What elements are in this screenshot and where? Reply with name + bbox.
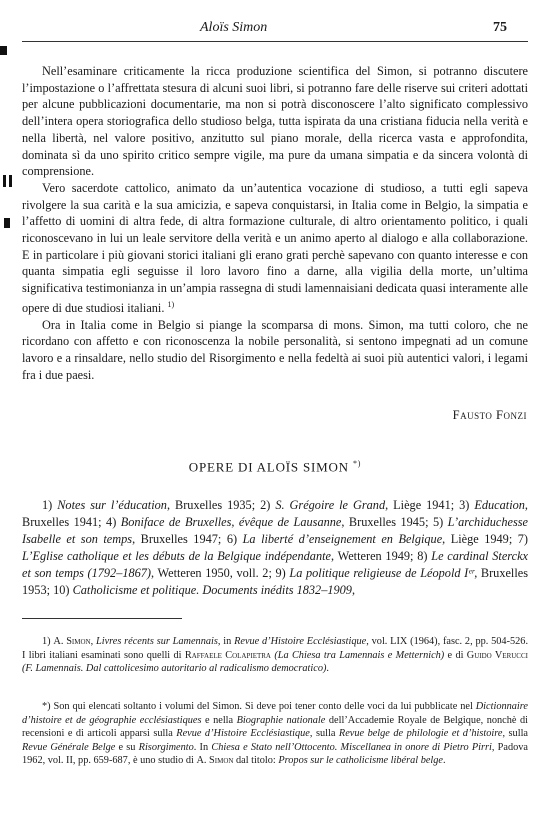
work-number: 10) xyxy=(53,583,73,597)
signature: Fausto Fonzi xyxy=(452,408,527,422)
work-number: 2) xyxy=(260,498,276,512)
main-text xyxy=(22,63,528,383)
footnote-work: (La Chiesa tra Lamennais e Metternich) xyxy=(274,649,445,661)
running-header xyxy=(0,20,550,38)
work-title: La politique religieuse de Léopold Iᵉʳ xyxy=(289,566,475,580)
footnote-text: e di xyxy=(444,649,467,661)
footnote-text: dal titolo: xyxy=(233,755,279,767)
work-number: 3) xyxy=(459,498,475,512)
paragraph xyxy=(22,180,528,317)
work-entry xyxy=(42,498,260,512)
work-info: , Wetteren 1949; xyxy=(330,549,418,563)
work-title: Boniface de Bruxelles, évêque de Lausanne xyxy=(120,515,342,529)
footnote-text: , vol. LIX (1964), fasc. 2, pp. 504-526. I libri italiani esaminati sono quelli di xyxy=(22,636,529,661)
footnote-text: Son qui elencati soltanto i volumi del Simon. Si deve poi tener conto delle voci da lui pubblicate nel xyxy=(53,701,476,712)
work-title: S. Grégoire le Grand xyxy=(275,498,386,512)
footnote-reference: 1) xyxy=(167,299,175,309)
work-info: , Bruxelles 1947; xyxy=(132,532,227,546)
footnote-1: 1) A. Simon, Livres récents sur Lamennais, in Revue d’Histoire Ecclésiastique, vol. LIX (1964), fasc. 2, pp. 504-526. I libri italiani esaminati sono quelli di Raffaele Colapietra (La Chiesa tra Lamennais e Metternich) e di Guido Verucci (F. Lamennais. Dal cattolicesimo autoritario al radicalismo democratico). xyxy=(22,636,529,675)
work-number: 6) xyxy=(226,532,243,546)
work-number: 5) xyxy=(432,515,448,529)
scan-mark xyxy=(0,46,7,55)
footnote-author: A. Simon xyxy=(196,755,234,767)
scan-mark xyxy=(4,218,10,228)
work-title: Education xyxy=(474,498,525,512)
footnote-text: e su xyxy=(115,741,139,753)
work-info: , xyxy=(351,583,356,597)
scan-mark xyxy=(3,175,6,187)
work-number: 9) xyxy=(275,566,290,580)
scan-mark xyxy=(9,175,12,187)
running-title: Aloïs Simon xyxy=(200,20,268,35)
footnote-2 xyxy=(22,700,528,768)
work-info: , Wetteren 1950, voll. 2; xyxy=(151,566,276,580)
work-title: Catholicisme et politique. Documents inédits 1832–1909 xyxy=(72,583,352,597)
footnote-work: (F. Lamennais. Dal cattolicesimo autoritario al radicalismo democratico) xyxy=(22,663,327,675)
footnote-journal: Revue d’Histoire Ecclésiastique xyxy=(176,728,310,740)
work-number: 1) xyxy=(42,498,58,512)
work-info: , Bruxelles 1935; xyxy=(166,498,261,512)
work-info: , Bruxelles 1953; xyxy=(22,566,529,597)
footnote-text: dell’Accademie Royale de Belgique, nonchè di recensioni e di articoli apparsi sulla xyxy=(22,714,528,740)
works-list xyxy=(22,497,528,599)
work-title: Notes sur l’éducation xyxy=(57,498,167,512)
footnote-author: A. Simon xyxy=(53,636,91,647)
footnote-journal: Risorgimento xyxy=(138,741,194,753)
footnote-text: , in xyxy=(217,636,235,647)
section-title-reference: *) xyxy=(352,459,362,468)
footnote-work: Chiesa e Stato nell’Ottocento. Miscellanea in onore di Pietro Pirri xyxy=(211,741,492,753)
footnote-text: e nella xyxy=(201,714,237,726)
footnote-author: Guido Verucci xyxy=(466,649,528,661)
work-title: Le cardinal Sterckx et son temps (1792–1867) xyxy=(22,549,528,580)
footnote-journal: Revue belge de philologie et d’histoire xyxy=(338,728,503,740)
footnote-work: Propos sur le catholicisme libéral belge xyxy=(278,755,443,767)
work-entry xyxy=(106,515,433,529)
footnote-title: Livres récents sur Lamennais xyxy=(96,636,218,647)
work-info: , Liège 1949; xyxy=(442,532,518,546)
work-number: 7) xyxy=(517,532,528,546)
section-title xyxy=(0,459,550,475)
work-title: L’archiduchesse Isabelle et son temps xyxy=(22,515,529,546)
footnote-mark: *) xyxy=(42,701,51,712)
section-title-text: OPERE DI ALOÏS SIMON xyxy=(188,459,349,475)
work-entry xyxy=(260,498,459,512)
footnote-rule xyxy=(22,618,182,619)
work-entry xyxy=(227,532,518,546)
page-number: 75 xyxy=(493,20,507,35)
footnote-text: . xyxy=(326,663,329,675)
footnote-text: . In xyxy=(193,741,212,753)
footnote-journal: Revue Générale Belge xyxy=(22,741,116,753)
paragraph: Ora in Italia come in Belgio si piange la scomparsa di mons. Simon, ma tutti coloro, che ne ricordano con affetto e con riconoscenza la nobile personalità, si sentono impegnati ad un comune lavoro e a rinsaldare, nello studio del Risorgimento e nella fedeltà ai suoi più autentici valori, i legami fra i due paesi. xyxy=(22,317,528,382)
footnote-journal: Revue d’Histoire Ecclésiastique xyxy=(234,636,367,647)
paragraph: Nell’esaminare criticamente la ricca produzione scientifica del Simon, si potranno discutere l’impostazione o l’affrettata stesura di alcuni suoi libri, si potranno fare delle riserve sui criteri adottati per alcune pubblicazioni documentarie, ma non si potrà disconoscere l’alto significato complessivo dell’intera opera storiografica dello studioso belga, tutta ispirata da una cristiana fiducia nella verità e nella libertà, nel valore positivo, anzitutto sul piano morale, della ricerca vasta e approfondita, dominata sì da uno spirito critico sempre vigile, ma pure da umana simpatia e da sincera volontà di comprensione. xyxy=(22,64,528,179)
footnote-text: . xyxy=(443,755,446,767)
footnote-text: , Padova 1962, vol. II, pp. 659-687, è uno studio di xyxy=(22,741,528,767)
work-title: L’Eglise catholique et les débuts de la Belgique indépendante xyxy=(22,549,331,563)
work-info: , Bruxelles 1941; xyxy=(22,498,528,529)
footnote-work: Biographie nationale xyxy=(236,714,326,726)
footnote-text: , sulla xyxy=(309,728,339,740)
footnote-mark: 1) xyxy=(42,636,51,647)
work-title: La liberté d’enseignement en Belgique xyxy=(242,532,443,546)
work-entry xyxy=(53,583,355,597)
footnote-author: Raffaele Colapietra xyxy=(184,649,271,661)
footnote-text: , sulla xyxy=(502,728,528,740)
work-info: , Bruxelles 1945; xyxy=(341,515,433,529)
paragraph-text: Vero sacerdote cattolico, animato da un’autentica vocazione di studioso, a tutti egli sapeva rivolgere la sua carità e la sua amicizia, e sapeva conquistarsi, in Italia come in Belgio, la simpatia e l’affetto di uomini di altra fede, di altra formazione culturale, di altro orientamento politico, i quali riconoscevano in lui un leale servitore della verità e un animo aperto al dialogo e alla collaborazione. E in particolare i più giovani storici italiani gli erano grati perchè sapevano con quanto interesse e con quanta simpatia egli seguisse il loro lavoro fino a darne, alla vigilia della morte, un’ultima significativa testimonianza in un’ampia rassegna di studi lamennaisiani dedicata quasi interamente alle opere di due studiosi italiani. xyxy=(22,180,528,315)
work-number: 8) xyxy=(417,549,432,563)
header-rule xyxy=(22,41,528,42)
work-number: 4) xyxy=(106,515,121,529)
work-info: , Liège 1941; xyxy=(385,498,460,512)
footnote-work: Dictionnaire d’histoire et de géographie ecclésiastiques xyxy=(22,701,528,726)
